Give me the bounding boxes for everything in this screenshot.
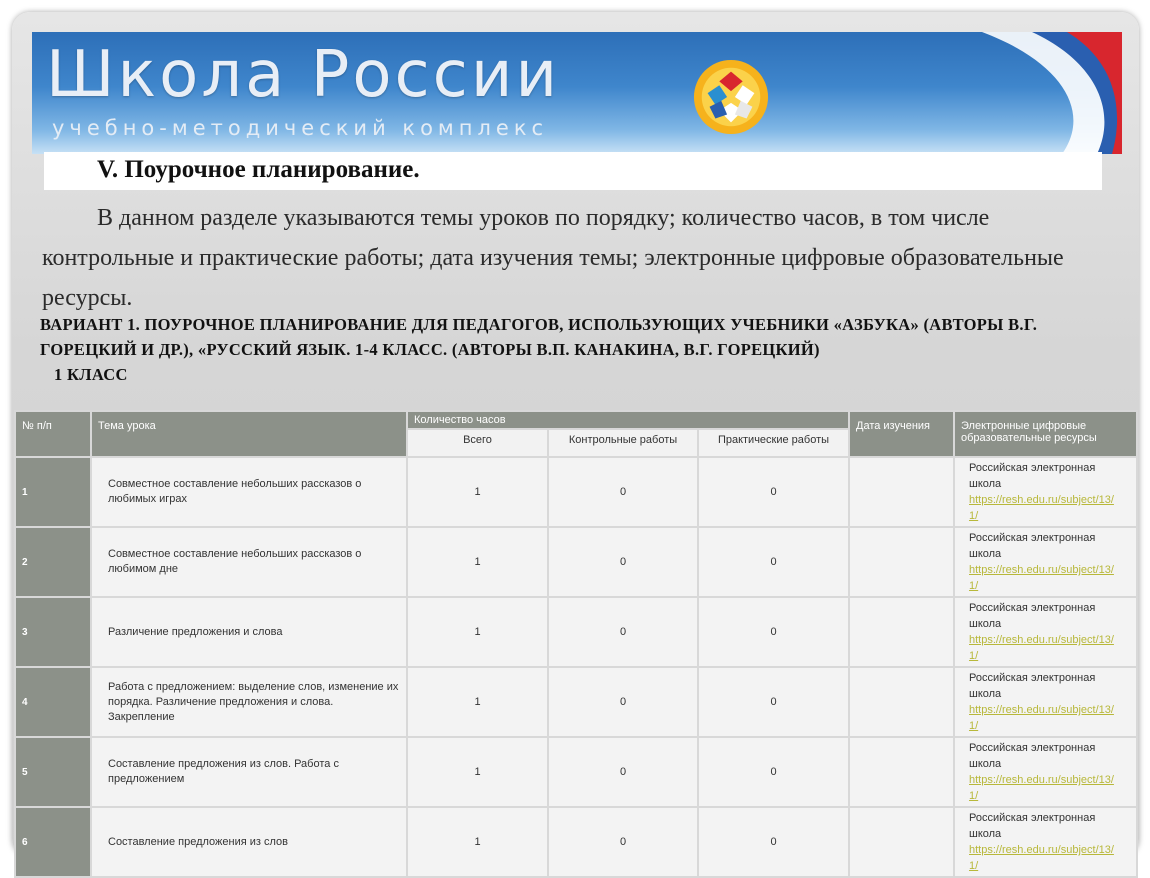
resource-link[interactable]: https://resh.edu.ru/subject/13/1/ <box>969 494 1114 522</box>
row-number: 2 <box>15 527 91 597</box>
lesson-plan-table <box>14 410 1138 878</box>
lesson-topic: Различение предложения и слова <box>91 597 407 667</box>
resource-name: Российская электронная школа <box>969 672 1096 700</box>
lesson-topic: Совместное составление небольших рассказов о любимом дне <box>91 527 407 597</box>
study-date[interactable] <box>849 597 954 667</box>
resource-link[interactable]: https://resh.edu.ru/subject/13/1/ <box>969 634 1114 662</box>
resource-cell <box>954 807 1137 877</box>
hours-total: 1 <box>407 737 548 807</box>
row-number: 1 <box>15 457 91 527</box>
hours-practical: 0 <box>698 807 849 877</box>
hours-practical: 0 <box>698 597 849 667</box>
slide <box>12 12 1139 872</box>
resource-link[interactable]: https://resh.edu.ru/subject/13/1/ <box>969 844 1114 872</box>
hours-control: 0 <box>548 807 698 877</box>
variant-title <box>40 312 1120 387</box>
hours-total: 1 <box>407 597 548 667</box>
banner-title: Школа России <box>46 38 561 112</box>
resource-name: Российская электронная школа <box>969 532 1096 560</box>
resource-cell <box>954 667 1137 737</box>
resource-link[interactable]: https://resh.edu.ru/subject/13/1/ <box>969 564 1114 592</box>
lesson-topic: Работа с предложением: выделение слов, изменение их порядка. Различение предложения и слова. Закрепление <box>91 667 407 737</box>
hours-control: 0 <box>548 527 698 597</box>
hours-practical: 0 <box>698 737 849 807</box>
study-date[interactable] <box>849 807 954 877</box>
banner-subtitle: учебно-методический комплекс <box>52 116 549 140</box>
resource-link[interactable]: https://resh.edu.ru/subject/13/1/ <box>969 774 1114 802</box>
hours-total: 1 <box>407 807 548 877</box>
intro-paragraph: В данном разделе указываются темы уроков по порядку; количество часов, в том числе контрольные и практические работы; дата изучения темы; электронные цифровые образовательные ресурсы. <box>42 205 1064 311</box>
row-number: 4 <box>15 667 91 737</box>
banner <box>32 32 1122 154</box>
school-logo-icon <box>692 58 770 136</box>
hours-control: 0 <box>548 667 698 737</box>
hours-control: 0 <box>548 737 698 807</box>
hours-practical: 0 <box>698 457 849 527</box>
hours-total: 1 <box>407 527 548 597</box>
row-number: 6 <box>15 807 91 877</box>
table-row <box>15 667 1137 737</box>
hours-total: 1 <box>407 667 548 737</box>
resource-name: Российская электронная школа <box>969 812 1096 840</box>
section-heading: V. Поурочное планирование. <box>97 156 420 183</box>
row-number: 3 <box>15 597 91 667</box>
header-resources: Электронные цифровые образовательные ресурсы <box>954 411 1137 457</box>
header-practical: Практические работы <box>698 429 849 457</box>
table-row <box>15 457 1137 527</box>
header-total: Всего <box>407 429 548 457</box>
resource-cell <box>954 457 1137 527</box>
lesson-topic: Составление предложения из слов <box>91 807 407 877</box>
resource-name: Российская электронная школа <box>969 462 1096 490</box>
resource-name: Российская электронная школа <box>969 742 1096 770</box>
header-control: Контрольные работы <box>548 429 698 457</box>
variant-line: ВАРИАНТ 1. ПОУРОЧНОЕ ПЛАНИРОВАНИЕ ДЛЯ ПЕДАГОГОВ, ИСПОЛЬЗУЮЩИХ УЧЕБНИКИ «АЗБУКА» (АВТОРЫ В.Г. ГОРЕЦКИЙ И ДР.), «РУССКИЙ ЯЗЫК. 1-4 КЛАСС. (АВТОРЫ В.П. КАНАКИНА, В.Г. ГОРЕЦКИЙ) <box>40 315 1038 359</box>
study-date[interactable] <box>849 737 954 807</box>
hours-total: 1 <box>407 457 548 527</box>
study-date[interactable] <box>849 667 954 737</box>
hours-control: 0 <box>548 457 698 527</box>
header-topic: Тема урока <box>91 411 407 457</box>
resource-cell <box>954 527 1137 597</box>
study-date[interactable] <box>849 527 954 597</box>
resource-name: Российская электронная школа <box>969 602 1096 630</box>
resource-link[interactable]: https://resh.edu.ru/subject/13/1/ <box>969 704 1114 732</box>
resource-cell <box>954 737 1137 807</box>
lesson-topic: Составление предложения из слов. Работа с предложением <box>91 737 407 807</box>
hours-practical: 0 <box>698 667 849 737</box>
table-row <box>15 597 1137 667</box>
header-hours: Количество часов <box>407 411 849 429</box>
russian-flag-wave <box>862 32 1122 154</box>
hours-control: 0 <box>548 597 698 667</box>
table-row <box>15 807 1137 877</box>
lesson-topic: Совместное составление небольших рассказов о любимых играх <box>91 457 407 527</box>
resource-cell <box>954 597 1137 667</box>
table-row <box>15 737 1137 807</box>
hours-practical: 0 <box>698 527 849 597</box>
header-num: № п/п <box>15 411 91 457</box>
study-date[interactable] <box>849 457 954 527</box>
grade-label: 1 КЛАСС <box>54 365 128 384</box>
row-number: 5 <box>15 737 91 807</box>
table-row <box>15 527 1137 597</box>
header-date: Дата изучения <box>849 411 954 457</box>
